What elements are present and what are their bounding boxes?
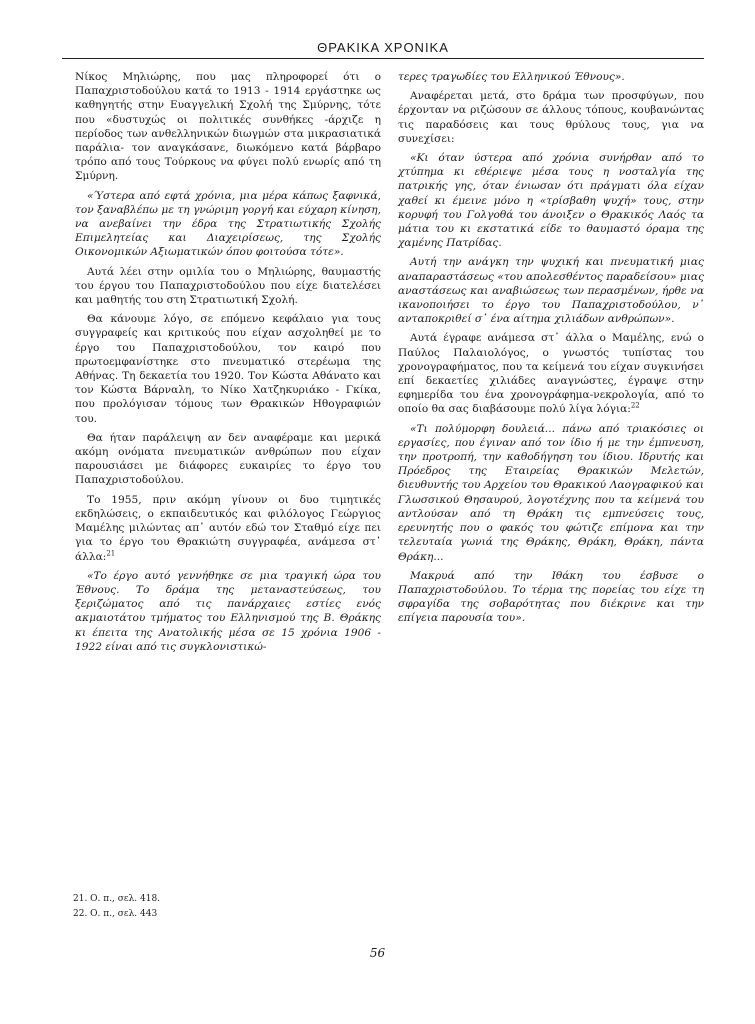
footnote-ref[interactable]: 21 [106,548,116,557]
footnote-ref[interactable]: 22 [630,401,640,410]
header-rule [62,58,704,59]
paragraph: Αυτά λέει στην ομιλία του ο Μηλιώρης, θαυμαστής του έργου του Παπαχριστοδούλου που είχε διατελέσει και μαθητής του στη Στρατιωτική Σχολή. [75,265,381,307]
paragraph: Μακρυά από την Ιθάκη του έσβυσε ο Παπαχριστοδούλου. Το τέρμα της πορείας του είχε τη σφραγίδα της σοβαρότητας που διέκρινε και την επίγεια παρουσία του». [398,569,704,625]
footnotes [73,892,373,922]
paragraph: Αναφέρεται μετά, στο δράμα των προσφύγων, που έρχονταν να ριζώσουν σε άλλους τόπους, κουβανώντας τις παραδόσεις και τους θρύλους τους, για να συνεχίσει: [398,90,704,145]
footnote-22: 22. Ο. π., σελ. 443 [73,909,158,919]
paragraph: Το 1955, πριν ακόμη γίνουν οι δυο τιμητικές εκδηλώσεις, ο εκπαιδευτικός και φιλόλογος Γεώργιος Μαμέλης μιλώντας απ᾽ αυτόν εδώ τον Σταθμό είχε πει για το έργο του Θρακιώτη συγγραφέα, ανάμεσα στ᾽ άλλα:$^{21}$ [75,493,381,563]
paragraph: Αυτή την ανάγκη την ψυχική και πνευματική μιας αναπαραστάσεως «του απολεσθέντος παραδείσου» μιας αναστάσεως και αναβιώσεως των περασμένων, ήρθε να ικανοποιήσει το έργο του Παπαχριστοδούλου, ν᾽ ανταποκριθεί σ᾽ ένα αίτημα χιλιάδων ανθρώπων». [398,256,704,326]
footnote-21: 21. Ο. π., σελ. 418. [73,894,161,904]
paragraph: «Κι όταν ύστερα από χρόνια συνήρθαν από το χτύπημα κι εθέριεψε μέσα τους η νοσταλγία της πατρικής γης, όταν ένιωσαν ότι πράγματι όλα είχαν χαθεί κι έμεινε μόνο η «τρίσβαθη ψυχή» τους, στην κορυφή του Γολγοθά του άνοιξεν ο Θρακικός Λαός τα μάτια του κι εκστατικά είδε το θαυμαστό όραμα της χαμένης Πατρίδας. [398,152,704,250]
paragraph: «Ύστερα από εφτά χρόνια, μια μέρα κάπως ξαφνικά, τον ξαναβλέπω με τη γνώριμη γοργή και εύχαρη κίνηση, να ανεβαίνει την έδρα της Στρατιωτικής Σχολής Επιμελητείας και Διαχειρίσεως, της Σχολής Οικονομικών Αξιωματικών όπου φοιτούσα τότε». [75,189,381,259]
right-column [398,70,704,631]
paragraph: Θα ήταν παράλειψη αν δεν αναφέραμε και μερικά ακόμη ονόματα πνευματικών ανθρώπων που είχαν παρουσιάσει με διάφορες ευκαιρίες το έργο του Παπαχριστοδούλου. [75,431,381,487]
paragraph: Θα κάνουμε λόγο, σε επόμενο κεφάλαιο για τους συγγραφείς και κριτικούς που είχαν ασχοληθεί με το έργο του Παπαχριστοδούλου, τον καιρό που πρωτοεμφανίστηκε στο πνευματικό στερέωμα της Αθήνας. Τη δεκαετία του 1920. Τον Κώστα Αθάνατο και τον Κώστα Βάρναλη, το Νίκο Χατζηκυριάκο - Γκίκα, που προλόγισαν τόμους των Θρακικών Ηθογραφιών του. [75,313,381,425]
running-header: ΘΡΑΚΙΚΑ ΧΡΟΝΙΚΑ [317,40,449,55]
page-number: 56 [369,946,386,960]
paragraph: Νίκος Μηλιώρης, που μας πληροφορεί ότι ο Παπαχριστοδούλου κατά το 1913 - 1914 εργάστηκε ως καθηγητής στην Ευαγγελική Σχολή της Σμύρνης, τότε που «δυστυχώς οι πολιτικές συνθήκες -άρχιζε η περίοδος των ανθελληνικών διωγμών στα μικρασιατικά παράλια- τον αναγκάσανε, διωκόμενο κατά βάρβαρο τρόπο από τους Τούρκους να φύγει πολύ ενωρίς από τη Σμύρνη. [75,71,381,183]
paragraph: Αυτά έγραφε ανάμεσα στ᾽ άλλα ο Μαμέλης, ενώ ο Παύλος Παλαιολόγος, ο γνωστός τυπίστας του χρονογραφήματος, που τα κείμενά του είχαν συγκινήσει επί δεκαετίες χιλιάδες αναγνώστες, έγραψε στην εφημερίδα του ένα χρονογράφημα-νεκρολογία, από το οποίο θα σας διαβάσουμε πολύ λίγα λόγια:$^{22}$ [398,332,704,416]
paragraph: «Τι πολύμορφη δουλειά... πάνω από τριακόσιες οι εργασίες, που έγιναν από τον ίδιο ή με την έμπνευση, την προτροπή, την καθοδήγηση του ίδιου. Ιδρυτής και Πρόεδρος της Εταιρείας Θρακικών Μελετών, διευθυντής του Αρχείου του Θρακικού Λαογραφικού και Γλωσσικού Θησαυρού, λογοτέχνης που τα κείμενά του αντλούσαν από τη Θράκη τις εμπνεύσεις τους, ερευνητής που ο φακός του φώτιζε επίμονα και την τελευταία γωνιά της Θράκης, Θράκη, Θράκη, πάντα Θράκη... [398,422,704,563]
paragraph: τερες τραγωδίες του Ελληνικού Έθνους». [398,71,625,83]
left-column [75,70,381,659]
paragraph: «Το έργο αυτό γεννήθηκε σε μια τραγική ώρα του Έθνους. Το δράμα της μεταναστεύσεως, του ξεριζώματος από τις πανάρχαιες εστίες ενός ακμαιοτάτου τμήματος του Ελληνισμού της Β. Θράκης κι έπειτα της Ανατολικής μέσα σε 15 χρόνια 1906 - 1922 είναι από τις συγκλονιστικώ- [75,569,381,653]
